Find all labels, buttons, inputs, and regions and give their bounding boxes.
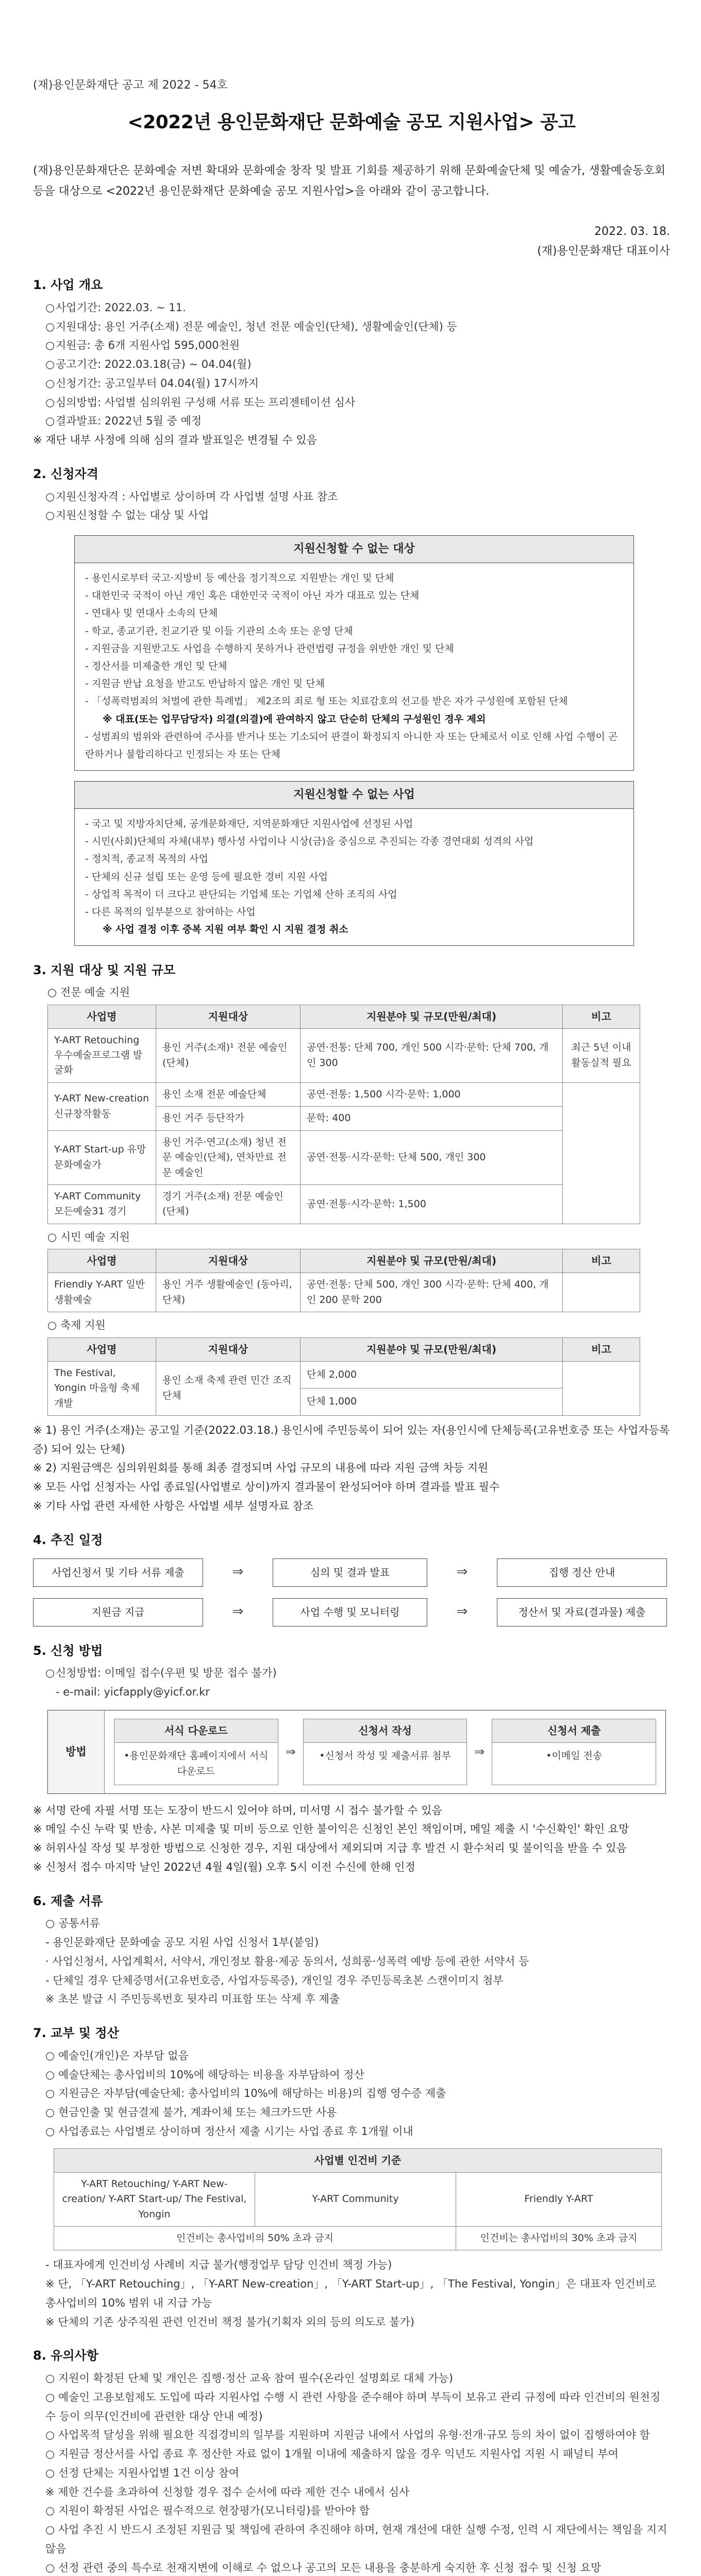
settlement-line: ○ 현금인출 및 현금결제 불가, 계좌이체 또는 체크카드만 사용 [45,2106,337,2119]
civil-support-table [47,1249,640,1312]
issuer: (재)용인문화재단 대표이사 [537,244,670,258]
flow-step: 집행 정산 안내 [497,1558,667,1587]
flow-row [33,1598,667,1626]
table-row [48,1130,640,1184]
ineligible-target-box [74,535,634,771]
bullet-icon: ○ [45,358,55,371]
note-line: ※ 기타 사업 관련 자세한 사항은 사업별 세부 설명자료 참조 [33,1499,314,1512]
overview-item [33,317,670,336]
overview-item [33,393,670,412]
caution-line: ○ 사업 추진 시 반드시 조정된 지원금 및 책임에 관하여 추진해야 하며, 현재 개선에 대한 실행 수정, 인력 시 재단에서는 책임을 지지 않음 [45,2523,667,2555]
settlement-line: ○ 사업종료는 사업별로 상이하며 정산서 제출 시기는 사업 종료 후 1개월 이내 [45,2125,413,2138]
col-header: 지원분야 및 규모(만원/최대) [301,1005,563,1028]
cell-scale: 단체 2,000 [301,1361,563,1388]
apply-item: ○신청방법: 이메일 접수(우편 및 방문 접수 불가) [45,1667,277,1680]
section-3-title: 3. 지원 대상 및 지원 규모 [33,963,176,978]
schedule-flow [33,1558,667,1626]
cell-target: 용인 거주 생활예술인 (동아리, 단체) [156,1273,301,1312]
cell-name: The Festival, Yongin 마을형 축제 개발 [48,1361,156,1415]
note-line: ※ 모든 사업 신청자는 사업 종료일(사업별로 상이)까지 결과물이 완성되어야 하며 결과를 발표 필수 [33,1481,500,1494]
arrow-right-icon: ⇒ [456,1604,468,1620]
overview-item [33,412,670,431]
bullet-icon: ○ [45,301,55,314]
caution-line: ○ 선정 관련 중의 특수로 천재지변에 이해로 수 없으나 공고의 모든 내용을 충분하게 숙지한 후 신청 접수 및 신청 요망 [45,2561,602,2574]
pro-support-label: ○ 전문 예술 지원 [47,986,130,999]
section-1-list [33,298,670,431]
caution-line: ○ 사업목적 달성을 위해 필요한 직접경비의 일부를 지원하며 지원금 내에서 사업의 유형·전개·규모 등의 차이 없이 집행하여야 함 [45,2429,650,2442]
box-line: - 지원금을 지원받고도 사업을 수행하지 못하거나 관련법령 규정을 위반한 개인 및 단체 [85,642,454,654]
box-body [75,809,633,945]
table-row [54,2227,662,2250]
box-body [75,563,633,770]
overview-item [33,355,670,374]
cell-scale: 공연·전통·시각·문학: 단체 500, 개인 300 [301,1130,563,1184]
section-1-note: ※ 재단 내부 사정에 의해 심의 결과 발표일은 변경될 수 있음 [33,434,317,447]
section-4-title: 4. 추진 일정 [33,1532,103,1547]
cell-projects: Friendly Y-ART [456,2172,662,2226]
col-header: 지원분야 및 규모(만원/최대) [301,1249,563,1273]
apply-email: - e-mail: yicfapply@yicf.or.kr [56,1686,210,1699]
col-header: 사업명 [48,1337,156,1361]
section-3-notes [33,1421,670,1516]
festival-support-label: ○ 축제 지원 [47,1319,106,1332]
caution-line: ○ 선정 단체는 지원사업별 1건 이상 참여 [45,2466,240,2479]
cell-target: 용인 소재 전문 예술단체 [156,1082,301,1106]
col-header: 지원대상 [156,1337,301,1361]
col-header: 지원대상 [156,1249,301,1273]
box-line: - 다른 목적의 일부분으로 참여하는 사업 [85,906,256,918]
settlement-line: ○ 예술인(개인)은 자부담 없음 [45,2049,189,2062]
box-line: - 시민(사회)단체의 자체(내부) 행사성 사업이나 시상(금)을 중심으로 추진되는 각종 경연대회 성격의 사업 [85,836,534,848]
document-line: - 용인문화재단 문화예술 공모 지원 사업 신청서 1부(붙임) [45,1936,319,1949]
section-8-list [33,2369,670,2576]
box-star-note: ※ 대표(또는 업무담당자) 의결(의결)에 관여하지 않고 단순히 단체의 구성원인 경우 제외 [103,713,486,725]
section-8-title: 8. 유의사항 [33,2348,98,2363]
box-star-note: ※ 사업 결정 이후 중복 지원 여부 확인 시 지원 결정 취소 [103,924,348,936]
arrow-right-icon: ⇒ [456,1564,468,1580]
box-line: - 성범죄의 범위와 관련하여 주사를 받거나 또는 기소되어 판결이 확정되지 아니한 자 또는 단체로서 이로 인해 사업 수행이 곤란하거나 불합리하다고 인정되는 자 또는 단체 [85,731,618,760]
intro-text: (재)용인문화재단은 문화예술 저변 확대와 문화예술 창작 및 발표 기회를 제공하기 위해 문화예술단체 및 예술가, 생활예술동호회 등을 대상으로 <2022년 용인문화재단 문화예술 공모 지원사업>을 아래와 같이 공고합니다. [33,164,666,198]
arrow-right-icon: ⇒ [285,1744,296,1759]
personnel-cost-table-wrap [54,2148,662,2251]
cell-projects: Y-ART Retouching/ Y-ART New-creation/ Y-ART Start-up/ The Festival, Yongin [54,2172,255,2226]
cell-target: 용인 거주(소재)¹ 전문 예술인(단체) [156,1028,301,1082]
bullet-icon: ○ [45,415,55,428]
table-row [48,1273,640,1312]
cell-target: 용인 소재 축제 관련 민간 조직단체 [156,1361,301,1415]
section-7-after [33,2256,670,2331]
note-line: ※ 서명 란에 자필 서명 또는 도장이 반드시 있어야 하며, 미서명 시 접수 불가할 수 있음 [33,1804,442,1817]
step-body: •이메일 전송 [546,1750,603,1761]
document-line: - 단체일 경우 단체증명서(고유번호증, 사업자등록증), 개인일 경우 주민등록초본 스캔이미지 첨부 [45,1974,504,1987]
civil-support-label: ○ 시민 예술 지원 [47,1230,130,1243]
box-lines [85,569,623,710]
overview-text: 심의방법: 사업별 심의위원 구성해 서류 또는 프리젠테이션 심사 [56,396,356,409]
cell-name: Y-ART Start-up 유망문화예술가 [48,1130,156,1184]
section-1-title: 1. 사업 개요 [33,278,103,293]
section-5-title: 5. 신청 방법 [33,1643,103,1658]
box-line: - 지원금 반납 요청을 받고도 반납하지 않은 개인 및 단체 [85,678,325,690]
caution-line: ○ 지원금 정산서를 사업 종료 후 정산한 자료 없이 1개월 이내에 제출하지 않을 경우 익년도 지원사업 지원 시 패널티 부여 [45,2448,619,2461]
col-header: 비고 [563,1249,640,1273]
box-line: - 학교, 종교기관, 친교기관 및 이들 기관의 소속 또는 운영 단체 [85,625,353,637]
bullet-icon: ○ [45,377,55,389]
box-line: - 상업적 목적이 더 크다고 판단되는 기업체 또는 기업체 산하 조직의 사업 [85,888,397,900]
section-6-title: 6. 제출 서류 [33,1893,103,1908]
notice-date: 2022. 03. 18. [594,225,670,239]
caution-line: ※ 제한 건수를 초과하여 신청할 경우 접수 순서에 따라 제한 건수 내에서 심사 [45,2485,410,2498]
section-7-title: 7. 교부 및 정산 [33,2026,119,2041]
caution-line: ○ 예술인 고용보험제도 도입에 따라 지원사업 수행 시 관련 사항을 준수해야 하며 부득이 보유고 관리 규정에 따라 인건비의 원천징수 등이 의무(인건비에 관련한 대상 안내 예정) [45,2391,661,2422]
apply-step [492,1719,656,1785]
settlement-note: ※ 단체의 기존 상주직원 관련 인건비 책정 불가(기획자 외의 등의 의도로 불가) [45,2315,414,2328]
apply-method-table [47,1710,666,1794]
apply-label: 방법 [48,1710,105,1793]
section-6-list [33,1914,670,2009]
section-2-title: 2. 신청자격 [33,466,98,481]
overview-text: 결과발표: 2022년 5월 중 예정 [56,415,202,428]
apply-step [114,1719,278,1785]
festival-support-table [47,1337,640,1416]
personnel-cost-table [54,2148,662,2251]
cell-limit: 인건비는 총사업비의 30% 초과 금지 [456,2227,662,2250]
bullet-icon: ○ [45,339,55,352]
cell-scale: 공연·전통·시각·문학: 1,500 [301,1185,563,1224]
date-block [33,222,670,261]
overview-item [33,298,670,317]
overview-item [33,336,670,355]
cell-limit: 인건비는 총사업비의 50% 초과 금지 [54,2227,456,2250]
box-heading: 지원신청할 수 없는 대상 [75,536,633,563]
box-line: - 연대사 및 연대사 소속의 단체 [85,607,218,619]
table-row [48,1185,640,1224]
cell-name: Y-ART Retouching 우수예술프로그램 발굴화 [48,1028,156,1082]
festival-support-table-wrap [47,1337,640,1416]
table-row [48,1082,640,1106]
overview-text: 공고기간: 2022.03.18(금) ~ 04.04(월) [56,358,252,371]
cell-note [563,1082,640,1224]
note-line: ※ 메일 수신 누락 및 반송, 사본 미제출 및 미비 등으로 인한 불이익은 신청인 본인 책임이며, 메일 제출 시 '수신확인' 확인 요망 [33,1823,629,1836]
table-caption: 사업별 인건비 기준 [54,2148,662,2172]
apply-step [303,1719,468,1785]
note-line: ※ 2) 지원금액은 심의위원회를 통해 최종 결정되며 사업 규모의 내용에 따라 지원 금액 차등 지원 [33,1462,489,1475]
cell-target: 용인 거주 등단작가 [156,1107,301,1130]
cell-target: 용인 거주·연고(소재) 청년 전문 예술인(단체), 연차만료 전문 예술인 [156,1130,301,1184]
overview-text: 지원금: 총 6개 지원사업 595,000천원 [56,339,240,352]
flow-step: 사업 수행 및 모니터링 [273,1598,427,1626]
flow-row [33,1558,667,1587]
cell-scale: 공연·전통: 단체 700, 개인 500 시각·문학: 단체 700, 개인 300 [301,1028,563,1082]
pro-support-table [47,1005,640,1224]
pro-support-table-wrap [47,1005,640,1224]
table-row [48,1361,640,1388]
box-line: - 정치적, 종교적 목적의 사업 [85,853,208,865]
table-row [48,1028,640,1082]
note-line: ※ 신청서 접수 마지막 날인 2022년 4월 4일(월) 오후 5시 이전 수신에 한해 인정 [33,1860,415,1873]
document-line: ○ 공통서류 [45,1917,101,1930]
eligibility-text: 지원신청할 수 없는 대상 및 사업 [56,509,209,522]
cell-name: Friendly Y-ART 일반 생활예술 [48,1273,156,1312]
settlement-note: - 대표자에게 인건비성 사례비 지급 불가(행정업무 담당 인건비 책정 가능) [45,2259,392,2272]
col-header: 사업명 [48,1249,156,1273]
apply-method-text: 신청방법: 이메일 접수(우편 및 방문 접수 불가) [56,1667,277,1680]
col-header: 지원분야 및 규모(만원/최대) [301,1337,563,1361]
step-heading: 신청서 제출 [492,1719,656,1743]
box-line: - 용인시로부터 국고·지방비 등 예산을 정기적으로 지원받는 개인 및 단체 [85,572,394,584]
flow-step: 심의 및 결과 발표 [273,1558,427,1587]
cell-scale: 단체 1,000 [301,1388,563,1416]
box-line: - 국고 및 지방자치단체, 공개문화재단, 지역문화재단 지원사업에 선정된 사업 [85,818,413,829]
box-line: - 단체의 신규 설립 또는 운영 등에 필요한 경비 지원 사업 [85,871,328,883]
step-heading: 서식 다운로드 [114,1719,278,1743]
overview-text: 신청기간: 공고일부터 04.04(월) 17시까지 [56,377,259,389]
cell-name: Y-ART Community 모든예술31 경기 [48,1185,156,1224]
section-5-notes [33,1801,670,1877]
eligibility-item: ○지원신청할 수 없는 대상 및 사업 [45,509,209,522]
box-heading: 지원신청할 수 없는 사업 [75,782,633,809]
flow-step: 정산서 및 자료(결과물) 제출 [497,1598,667,1626]
overview-text: 사업기간: 2022.03. ~ 11. [56,301,186,314]
cell-note [563,1361,640,1415]
step-body: •신청서 작성 및 제출서류 첨부 [319,1750,451,1761]
notice-number: (재)용인문화재단 공고 제 2022 - 54호 [33,79,228,92]
table-row [54,2172,662,2226]
cell-projects: Y-ART Community [255,2172,456,2226]
step-body: •용인문화재단 홈페이지에서 서식 다운로드 [124,1750,269,1777]
overview-item [33,374,670,393]
box-lines [85,815,623,921]
col-header: 사업명 [48,1005,156,1028]
apply-steps [105,1710,665,1793]
col-header: 지원대상 [156,1005,301,1028]
bullet-icon: ○ [45,320,55,333]
arrow-right-icon: ⇒ [474,1744,485,1759]
caution-line: ○ 지원이 확정된 단체 및 개인은 집행·정산 교육 참여 필수(온라인 설명회로 대체 가능) [45,2372,453,2385]
cell-name: Y-ART New-creation 신규창작활동 [48,1082,156,1130]
page-title: <2022년 용인문화재단 문화예술 공모 지원사업> 공고 [127,111,576,133]
caution-line: ○ 지원이 확정된 사업은 필수적으로 현장평가(모니터링)를 받아야 함 [45,2504,370,2517]
eligibility-item: ○지원신청자격 : 사업별로 상이하며 각 사업별 설명 사표 참조 [45,490,338,503]
cell-target: 경기 거주(소재) 전문 예술인(단체) [156,1185,301,1224]
document-line: ※ 초본 발급 시 주민등록번호 뒷자리 미표함 또는 삭제 후 제출 [45,1993,340,2006]
note-line: ※ 1) 용인 거주(소재)는 공고일 기준(2022.03.18.) 용인시에 주민등록이 되어 있는 자(용인시에 단체등록(고유번호증 또는 사업자등록증) 되어 있는 단체) [33,1423,670,1455]
cell-scale: 문학: 400 [301,1107,563,1130]
section-7-list [33,2046,670,2141]
cell-scale: 공연·전통: 단체 500, 개인 300 시각·문학: 단체 400, 개인 200 문학 200 [301,1273,563,1312]
settlement-line: ○ 지원금은 자부담(예술단체: 총사업비의 10%에 해당하는 비용)의 집행 영수증 제출 [45,2087,446,2100]
box-line: - 「성폭력범죄의 처벌에 관한 특례법」 제2조의 죄로 형 또는 치료감호의 선고를 받은 자가 구성원에 포함된 단체 [85,696,568,707]
ineligible-project-box [74,781,634,946]
cell-scale: 공연·전통: 1,500 시각·문학: 1,000 [301,1082,563,1106]
flow-step: 지원금 지급 [33,1598,203,1626]
bullet-icon: ○ [45,396,55,409]
col-header: 비고 [563,1005,640,1028]
document-line: · 사업신청서, 사업계획서, 서약서, 개인정보 활용·제공 동의서, 성희롱·성폭력 예방 등에 관한 서약서 등 [45,1955,529,1968]
cell-note [563,1273,640,1312]
settlement-note: ※ 단, 「Y-ART Retouching」, 「Y-ART New-creation」, 「Y-ART Start-up」, 「The Festival, Yongin」은 대표자 인건비로 총사업비의 10% 범위 내 지급 가능 [45,2278,657,2309]
civil-support-table-wrap [47,1249,640,1312]
col-header: 비고 [563,1337,640,1361]
box-line: - 정산서를 미제출한 개인 및 단체 [85,660,227,672]
overview-text: 지원대상: 용인 거주(소재) 전문 예술인, 청년 전문 예술인(단체), 생활예술인(단체) 등 [56,320,457,333]
eligibility-text: 지원신청자격 : 사업별로 상이하며 각 사업별 설명 사표 참조 [56,490,338,503]
note-line: ※ 허위사실 작성 및 부정한 방법으로 신청한 경우, 지원 대상에서 제외되며 지급 후 발견 시 환수처리 및 불이익을 받을 수 있음 [33,1842,627,1855]
flow-step: 사업신청서 및 기타 서류 제출 [33,1558,203,1587]
arrow-right-icon: ⇒ [232,1604,244,1620]
arrow-right-icon: ⇒ [232,1564,244,1580]
cell-note: 최근 5년 이내 활동실적 필요 [563,1028,640,1082]
settlement-line: ○ 예술단체는 총사업비의 10%에 해당하는 비용을 자부담하여 정산 [45,2068,364,2081]
step-heading: 신청서 작성 [304,1719,467,1743]
box-line: - 대한민국 국적이 아닌 개인 혹은 대한민국 국적이 아닌 자가 대표로 있는 단체 [85,590,420,602]
